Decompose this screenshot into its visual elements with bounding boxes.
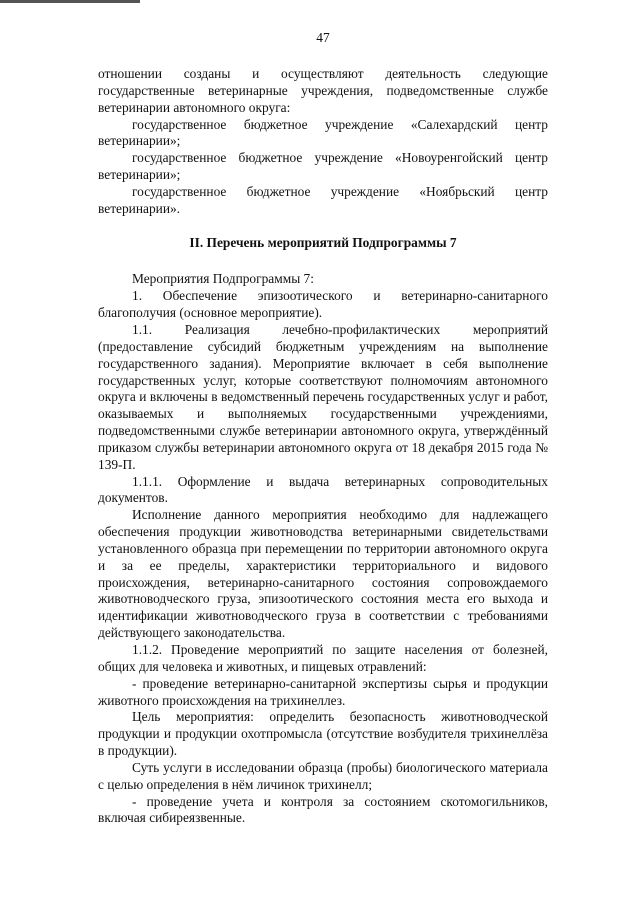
page-number: 47 xyxy=(316,30,330,45)
institution-item: государственное бюджетное учреждение «Новоуренгойский центр ветеринарии»; xyxy=(98,150,548,183)
body-paragraph: 1.1.1. Оформление и выдача ветеринарных сопроводительных документов. xyxy=(98,473,548,506)
intro-paragraph: отношении созданы и осуществляют деятельность следующие государственные ветеринарные учреждения, подведомственные службе ветеринарии автономного округа: xyxy=(98,66,548,115)
body-paragraph: Мероприятия Подпрограммы 7: xyxy=(132,271,314,287)
document-page xyxy=(98,30,548,827)
body-paragraph: Суть услуги в исследовании образца (пробы) биологического материала с целью определения в нём личинок трихинелл; xyxy=(98,759,548,792)
body-paragraph: - проведение учета и контроля за состоянием скотомогильников, включая сибиреязвенные. xyxy=(98,793,548,826)
body-paragraph: Цель мероприятия: определить безопасность животноводческой продукции и продукции охотпромысла (отсутствие возбудителя трихинеллёза в продукции). xyxy=(98,709,548,759)
body-paragraph: - проведение ветеринарно-санитарной экспертизы сырья и продукции животного происхождения на трихинеллез. xyxy=(98,675,548,708)
section-title: II. Перечень мероприятий Подпрограммы 7 xyxy=(189,234,457,250)
body-paragraph: Исполнение данного мероприятия необходимо для надлежащего обеспечения продукции животноводства ветеринарными свидетельствами установленного образца при перемещении по территории автономного округа и за ее пределы, характеристики территориального и видового происхождения, ветеринарно-санитарного состояния сопровождаемого животноводческого груза, эпизоотического состояния места его выхода и идентификации животноводческого груза в соответствии с требованиями действующего законодательства. xyxy=(98,507,548,641)
body-paragraph: 1.1. Реализация лечебно-профилактических мероприятий (предоставление субсидий бюджетным учреждениям на выполнение государственного задания). Мероприятие включает в себя выполнение государственных услуг, которые соответствуют полномочиям автономного округа и включены в ведомственный перечень государственных услуг и работ, оказываемых и выполняемых государственными учреждениями, подведомственными службе ветеринарии автономного округа, утверждённый приказом службы ветеринарии автономного округа от 18 декабря 2015 года № 139-П. xyxy=(98,321,548,472)
body-paragraph: 1. Обеспечение эпизоотического и ветеринарно-санитарного благополучия (основное мероприятие). xyxy=(98,288,548,321)
institution-item: государственное бюджетное учреждение «Салехардский центр ветеринарии»; xyxy=(98,116,548,149)
body-paragraph: 1.1.2. Проведение мероприятий по защите населения от болезней, общих для человека и животных, и пищевых отравлений: xyxy=(98,642,548,674)
institution-item: государственное бюджетное учреждение «Ноябрьский центр ветеринарии». xyxy=(98,183,548,216)
scan-edge-mark xyxy=(0,0,140,3)
